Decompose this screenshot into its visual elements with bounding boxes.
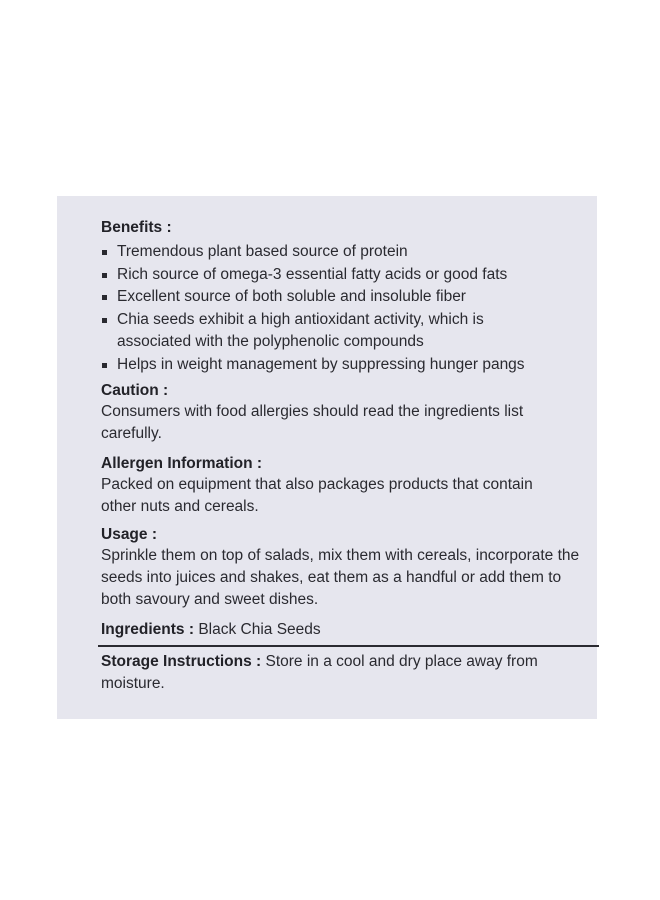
benefit-text: Rich source of omega-3 essential fatty acids or good fats [117,265,508,283]
caution-section [101,381,591,445]
bullet-square-icon [102,363,107,368]
benefit-item [101,309,591,354]
benefit-text: Excellent source of both soluble and insoluble fiber [117,288,466,305]
benefits-list [101,241,591,376]
bullet-square-icon [102,295,107,300]
label-content [101,218,591,695]
ingredients-heading: Ingredients : [101,621,195,638]
allergen-section [101,454,591,518]
benefits-heading: Benefits : [101,219,172,236]
storage-heading: Storage Instructions : [101,653,262,670]
allergen-text: Packed on equipment that also packages products that contain other nuts and cereals. [101,476,533,515]
benefit-item [101,354,591,377]
usage-heading: Usage : [101,526,157,543]
benefit-item [101,264,591,287]
bullet-square-icon [102,318,107,323]
benefit-text: Chia seeds exhibit a high antioxidant activity, which is associated with the polyphenolic compounds [117,310,484,350]
benefit-item [101,286,591,309]
storage-section [101,651,591,695]
bullet-square-icon [102,273,107,278]
benefit-item [101,241,591,264]
usage-section [101,525,591,611]
benefit-text: Helps in weight management by suppressing hunger pangs [117,355,525,373]
ingredients-section [101,619,591,641]
ingredients-text: Black Chia Seeds [198,621,321,638]
caution-heading: Caution : [101,382,169,399]
benefits-section [101,218,591,376]
bullet-square-icon [102,250,107,255]
caution-text: Consumers with food allergies should read the ingredients list carefully. [101,403,524,442]
allergen-heading: Allergen Information : [101,455,263,472]
benefit-text: Tremendous plant based source of protein [117,243,408,260]
product-label [57,196,597,719]
storage-text: Store in a cool and dry place away from moisture. [101,653,538,692]
usage-text: Sprinkle them on top of salads, mix them with cereals, incorporate the seeds into juices and shakes, eat them as a handful or add them to both savoury and sweet dishes. [101,547,580,608]
section-divider [98,645,599,647]
